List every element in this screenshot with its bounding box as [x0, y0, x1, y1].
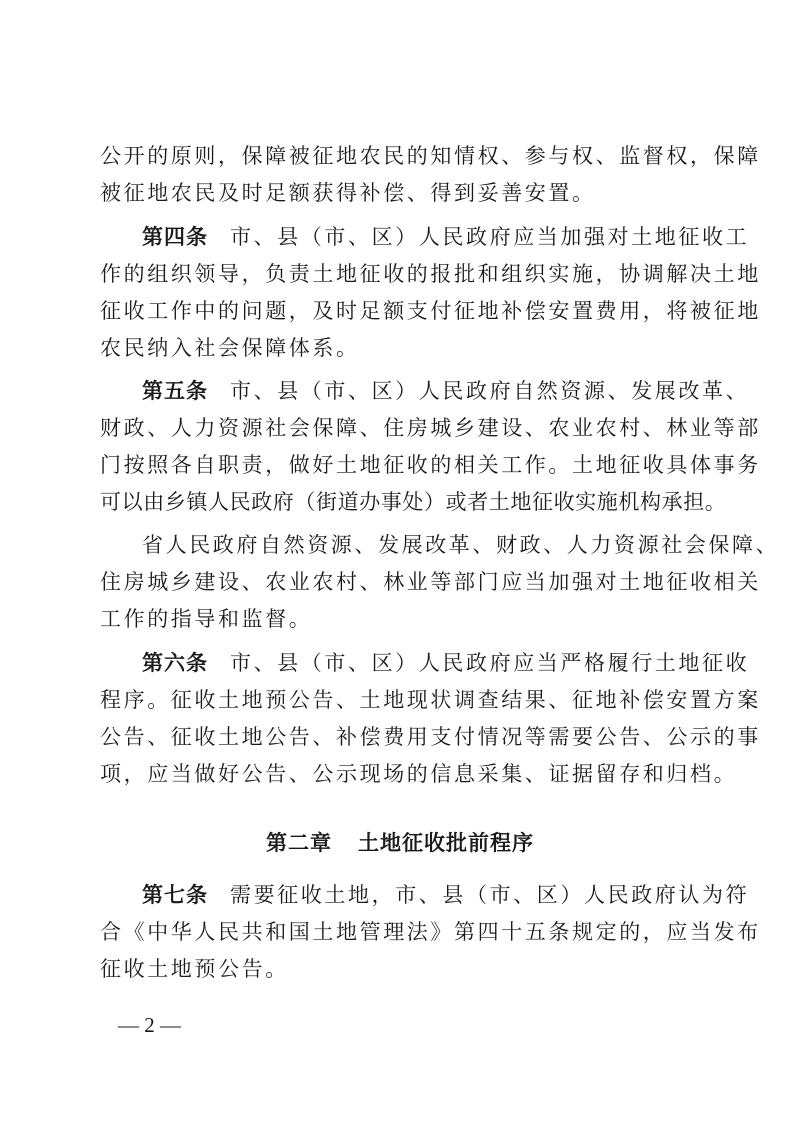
text-line: 项，应当做好公告、公示现场的信息采集、证据留存和归档。 — [100, 762, 738, 786]
text-line: 公告、征收土地公告、补偿费用支付情况等需要公告、公示的事 — [100, 725, 761, 749]
text-line: 合《中华人民共和国土地管理法》第四十五条规定的，应当发布 — [100, 920, 761, 944]
text-line: 征收土地预公告。 — [100, 957, 289, 981]
text-line: 可以由乡镇人民政府（街道办事处）或者土地征收实施机构承担。 — [100, 490, 727, 514]
text-line: 省人民政府自然资源、发展改革、财政、人力资源社会保障、 — [142, 533, 780, 557]
text-line: 征收工作中的问题，及时足额支付征地补偿安置费用，将被征地 — [100, 299, 761, 323]
article-5-first-line — [142, 376, 750, 406]
chapter-heading — [100, 826, 700, 860]
page-number: — 2 — — [118, 1013, 181, 1037]
article-7-first-line — [142, 880, 750, 910]
article-label: 第四条 — [142, 225, 208, 249]
text-line: 被征地农民及时足额获得补偿、得到妥善安置。 — [100, 181, 596, 205]
chapter-title: 土地征收批前程序 — [358, 831, 534, 855]
text-line: 工作的指导和监督。 — [100, 607, 313, 631]
text-line: 住房城乡建设、农业农村、林业等部门应当加强对土地征收相关 — [100, 570, 761, 594]
article-label: 第七条 — [142, 883, 208, 907]
text-line: 程序。征收土地预公告、土地现状调查结果、征地补偿安置方案 — [100, 688, 761, 712]
text-line: 财政、人力资源社会保障、住房城乡建设、农业农村、林业等部 — [100, 416, 761, 440]
text-span: 市、县（市、区）人民政府应当严格履行土地征收 — [230, 651, 750, 675]
text-line: 公开的原则，保障被征地农民的知情权、参与权、监督权，保障 — [100, 144, 761, 168]
text-span: 市、县（市、区）人民政府自然资源、发展改革、 — [230, 379, 750, 403]
article-6-first-line — [142, 648, 750, 678]
text-line: 作的组织领导，负责土地征收的报批和组织实施，协调解决土地 — [100, 262, 761, 286]
text-span: 需要征收土地，市、县（市、区）人民政府认为符 — [230, 883, 750, 907]
article-label: 第六条 — [142, 651, 208, 675]
article-label: 第五条 — [142, 379, 208, 403]
text-line: 农民纳入社会保障体系。 — [100, 336, 360, 360]
text-span: 市、县（市、区）人民政府应当加强对土地征收工 — [230, 225, 750, 249]
chapter-number: 第二章 — [266, 831, 332, 855]
article-4-first-line — [142, 222, 750, 252]
text-line: 门按照各自职责，做好土地征收的相关工作。土地征收具体事务 — [100, 453, 761, 477]
